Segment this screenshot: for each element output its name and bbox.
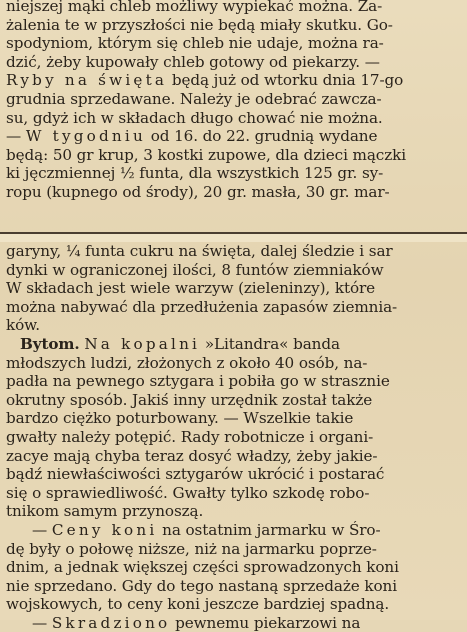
text-segment: — [6, 127, 26, 146]
text-segment: grudnia sprzedawane. Należy je odebrać zawcza- [6, 89, 382, 108]
article-column-bottom [6, 242, 458, 632]
text-line [6, 372, 458, 391]
spaced-emphasis-text: Ryby na święta [6, 71, 168, 90]
text-segment: się o sprawiedliwość. Gwałty tylko szkodę robo- [6, 483, 370, 502]
text-line [6, 614, 458, 632]
text-line [6, 71, 458, 90]
text-line [6, 242, 458, 261]
text-line [6, 146, 458, 165]
text-segment: tnikom samym przynoszą. [6, 502, 204, 521]
text-segment: »Litandra« banda [200, 334, 340, 353]
text-segment: dzić, żeby kupowały chleb gotowy od piekarzy. — [6, 52, 380, 71]
spaced-emphasis-text: Ceny koni [51, 520, 158, 539]
text-segment: spodyniom, którym się chleb nie udaje, można ra- [6, 34, 384, 53]
text-segment: niejszej mąki chleb możliwy wypiekać można. Za- [6, 0, 383, 15]
text-segment: dynki w ograniczonej ilości, 8 funtów ziemniaków [6, 260, 384, 279]
text-line [6, 558, 458, 577]
text-segment: dę były o połowę niższe, niż na jarmarku poprze- [6, 539, 377, 558]
text-segment: młodszych ludzi, złożonych z około 40 osób, na- [6, 353, 368, 372]
text-segment: W składach jest wiele warzyw (zieleninzy), które [6, 279, 376, 298]
text-line [6, 279, 458, 298]
text-line [6, 34, 458, 53]
text-segment: będą już od wtorku dnia 17-go [167, 71, 404, 90]
text-segment: wojskowych, to ceny koni jeszcze bardziej spadną. [6, 595, 390, 614]
text-segment: dnim, a jednak większej części sprowadzonych koni [6, 558, 399, 577]
text-line [6, 316, 458, 335]
column-gap [0, 234, 467, 242]
text-line [6, 595, 458, 614]
text-line [6, 164, 458, 183]
text-segment: bardzo ciężko poturbowany. — Wszelkie takie [6, 409, 354, 428]
spaced-emphasis-text: W tygodniu [25, 127, 146, 146]
bold-place-name: Bytom. [20, 334, 80, 353]
text-segment: zacye mają chyba teraz dosyć władzy, żeby jakie- [6, 446, 378, 465]
text-line [6, 335, 458, 354]
text-line [6, 90, 458, 109]
text-line [6, 577, 458, 596]
text-segment: garyny, ¼ funta cukru na święta, dalej śledzie i sar [6, 242, 393, 260]
text-segment: gwałty należy potępić. Rady robotnicze i organi- [6, 427, 374, 446]
text-line [6, 484, 458, 503]
text-line [6, 502, 458, 521]
text-line [6, 183, 458, 202]
text-segment: można nabywać dla przedłużenia zapasów ziemnia- [6, 297, 398, 316]
text-segment: ków. [6, 316, 40, 335]
text-segment: — [32, 520, 52, 539]
text-segment: od 16. do 22. grudnią wydane [145, 127, 378, 146]
text-line [6, 354, 458, 373]
text-line [6, 428, 458, 447]
text-line [6, 261, 458, 280]
text-line [6, 409, 458, 428]
spaced-emphasis-text: Skradziono [51, 613, 171, 632]
text-segment: — [32, 613, 52, 632]
text-segment: będą: 50 gr krup, 3 kostki zupowe, dla dzieci mączki [6, 145, 406, 164]
text-segment: pewnemu piekarzowi na [170, 613, 361, 632]
text-line [6, 465, 458, 484]
text-line [6, 540, 458, 559]
text-line [6, 127, 458, 146]
text-segment: padła na pewnego sztygara i pobiła go w strasznie [6, 372, 390, 391]
text-segment: okrutny sposób. Jakiś inny urzędnik został także [6, 390, 373, 409]
article-column-top [6, 0, 458, 202]
text-segment: bądź niewłaściwości sztygarów ukrócić i postarać [6, 465, 385, 484]
text-segment: na ostatnim jarmarku w Śro- [157, 520, 381, 539]
text-line [6, 16, 458, 35]
text-segment: nie sprzedano. Gdy do tego nastaną sprzedaże koni [6, 576, 397, 595]
text-line [6, 298, 458, 317]
text-line [6, 447, 458, 466]
text-line [6, 521, 458, 540]
spaced-emphasis-text: Na kopalni [84, 334, 201, 353]
text-line [6, 0, 458, 16]
text-line [6, 109, 458, 128]
text-segment: żalenia te w przyszłości nie będą miały skutku. Go- [6, 15, 393, 34]
text-segment: su, gdyż ich w składach długo chować nie można. [6, 108, 383, 127]
text-line [6, 53, 458, 72]
text-line [6, 391, 458, 410]
text-segment: ki jęczmiennej ½ funta, dla wszystkich 125 gr. sy- [6, 164, 384, 183]
text-segment: ropu (kupnego od środy), 20 gr. masła, 30 gr. mar- [6, 182, 390, 201]
